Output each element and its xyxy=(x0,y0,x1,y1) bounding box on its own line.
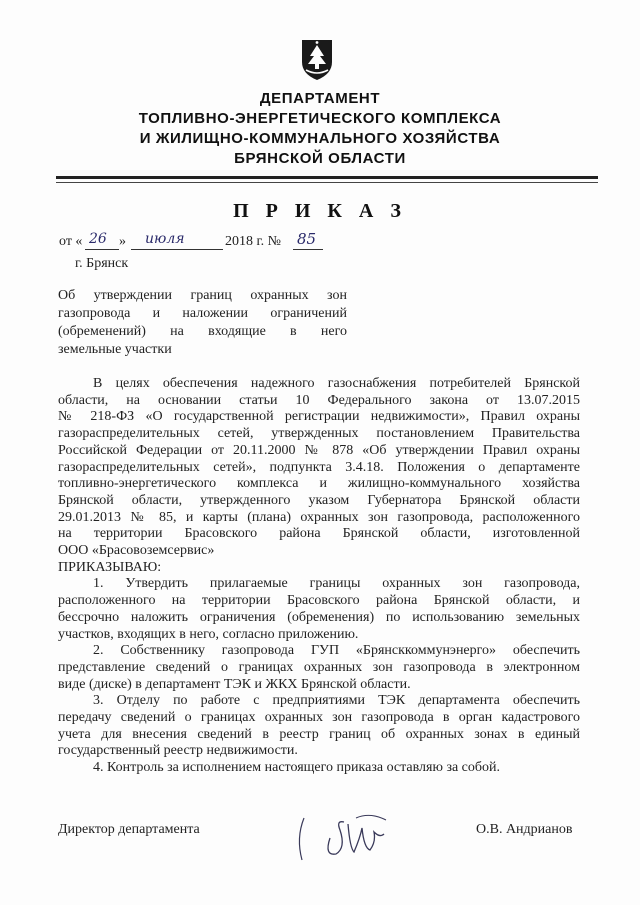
body-line: Брянской области, утвержденного указом Губернатора Брянской области xyxy=(58,492,580,508)
body-line: газораспределительных сетей», подпункта 3.4.18. Положения о департаменте xyxy=(58,459,580,475)
handwritten-signature xyxy=(290,808,410,868)
department-name-line-1: ДЕПАРТАМЕНТ xyxy=(259,90,381,107)
body-line: 4. Контроль за исполнением настоящего приказа оставляю за собой. xyxy=(93,760,501,776)
body-line: Российской Федерации от 20.11.2000 № 878 «Об утверждении Правил охраны xyxy=(58,442,580,458)
department-name-line-2: ТОПЛИВНО-ЭНЕРГЕТИЧЕСКОГО КОМПЛЕКСА xyxy=(138,110,502,127)
order-day: 26 xyxy=(89,231,107,247)
body-line: 3. Отделу по работе с предприятиями ТЭК департамента обеспечить xyxy=(93,693,580,709)
body-line: 2. Собственнику газопровода ГУП «Брянсккоммунэнерго» обеспечить xyxy=(93,643,580,659)
document-title: П Р И К А З xyxy=(233,200,407,222)
department-name-line-4: БРЯНСКОЙ ОБЛАСТИ xyxy=(234,150,406,167)
body-line: учета для внесения сведений в реестр границ об охранных зонах в единый xyxy=(58,726,580,742)
body-line: передачу сведений о границах охранных зон газопровода в орган кадастрового xyxy=(58,710,580,726)
body-line: газораспределительных сетей, утвержденных постановлением Правительства xyxy=(58,426,580,442)
subject-line: (обременений) на входящие в него xyxy=(58,324,347,339)
order-subject xyxy=(58,287,347,359)
body-line: участков, входящих в него, согласно приложению. xyxy=(58,626,359,642)
body-line: топливно-энергетического комплекса и жилищно-коммунального хозяйства xyxy=(58,476,580,492)
header-divider-thick xyxy=(56,176,598,179)
body-line: бессрочно наложить ограничения (обременения) по использованию земельных xyxy=(58,609,580,625)
subject-line: Об утверждении границ охранных зон xyxy=(58,288,347,303)
order-month: июля xyxy=(145,231,185,247)
signatory-position: Директор департамента xyxy=(58,822,200,837)
day-underline xyxy=(85,249,119,250)
number-underline xyxy=(293,249,323,250)
body-line: В целях обеспечения надежного газоснабжения потребителей Брянской xyxy=(93,376,580,391)
day-suffix: » xyxy=(119,234,126,249)
body-line: ООО «Брасовоземсервис» xyxy=(58,543,215,559)
body-line: государственный реестр недвижимости. xyxy=(58,743,298,759)
department-name-line-3: И ЖИЛИЩНО-КОММУНАЛЬНОГО ХОЗЯЙСТВА xyxy=(139,130,501,147)
order-city: г. Брянск xyxy=(75,256,129,271)
header-divider-thin xyxy=(56,182,598,183)
body-line: на территории Брасовского района Брянской области, изготовленной xyxy=(58,526,580,542)
body-line: № 218-ФЗ «О государственной регистрации недвижимости», Правил охраны xyxy=(58,409,580,425)
order-body xyxy=(58,376,580,777)
body-line: 1. Утвердить прилагаемые границы охранных зон газопровода, xyxy=(93,576,580,592)
subject-line: газопровода и наложении ограничений xyxy=(58,306,347,321)
order-number: 85 xyxy=(297,230,317,248)
body-line: 29.01.2013 № 85, и карты (плана) охранных зон газопровода, расположенного xyxy=(58,509,580,525)
signatory-name: О.В. Андрианов xyxy=(476,822,573,837)
coat-of-arms-icon xyxy=(298,36,336,82)
subject-line: земельные участки xyxy=(58,342,172,357)
order-directive: ПРИКАЗЫВАЮ: xyxy=(58,559,162,575)
body-line: представление сведений о границах охранных зон газопровода в электронном xyxy=(58,659,580,675)
month-underline xyxy=(131,249,223,250)
date-prefix: от « xyxy=(59,234,83,249)
body-line: расположенного на территории Брасовского района Брянской области, и xyxy=(58,593,580,609)
order-year: 2018 г. № xyxy=(225,234,282,249)
body-line: области, на основании статьи 10 Федерального закона от 13.07.2015 xyxy=(58,392,580,408)
body-line: виде (диске) в департамент ТЭК и ЖКХ Брянской области. xyxy=(58,676,411,692)
